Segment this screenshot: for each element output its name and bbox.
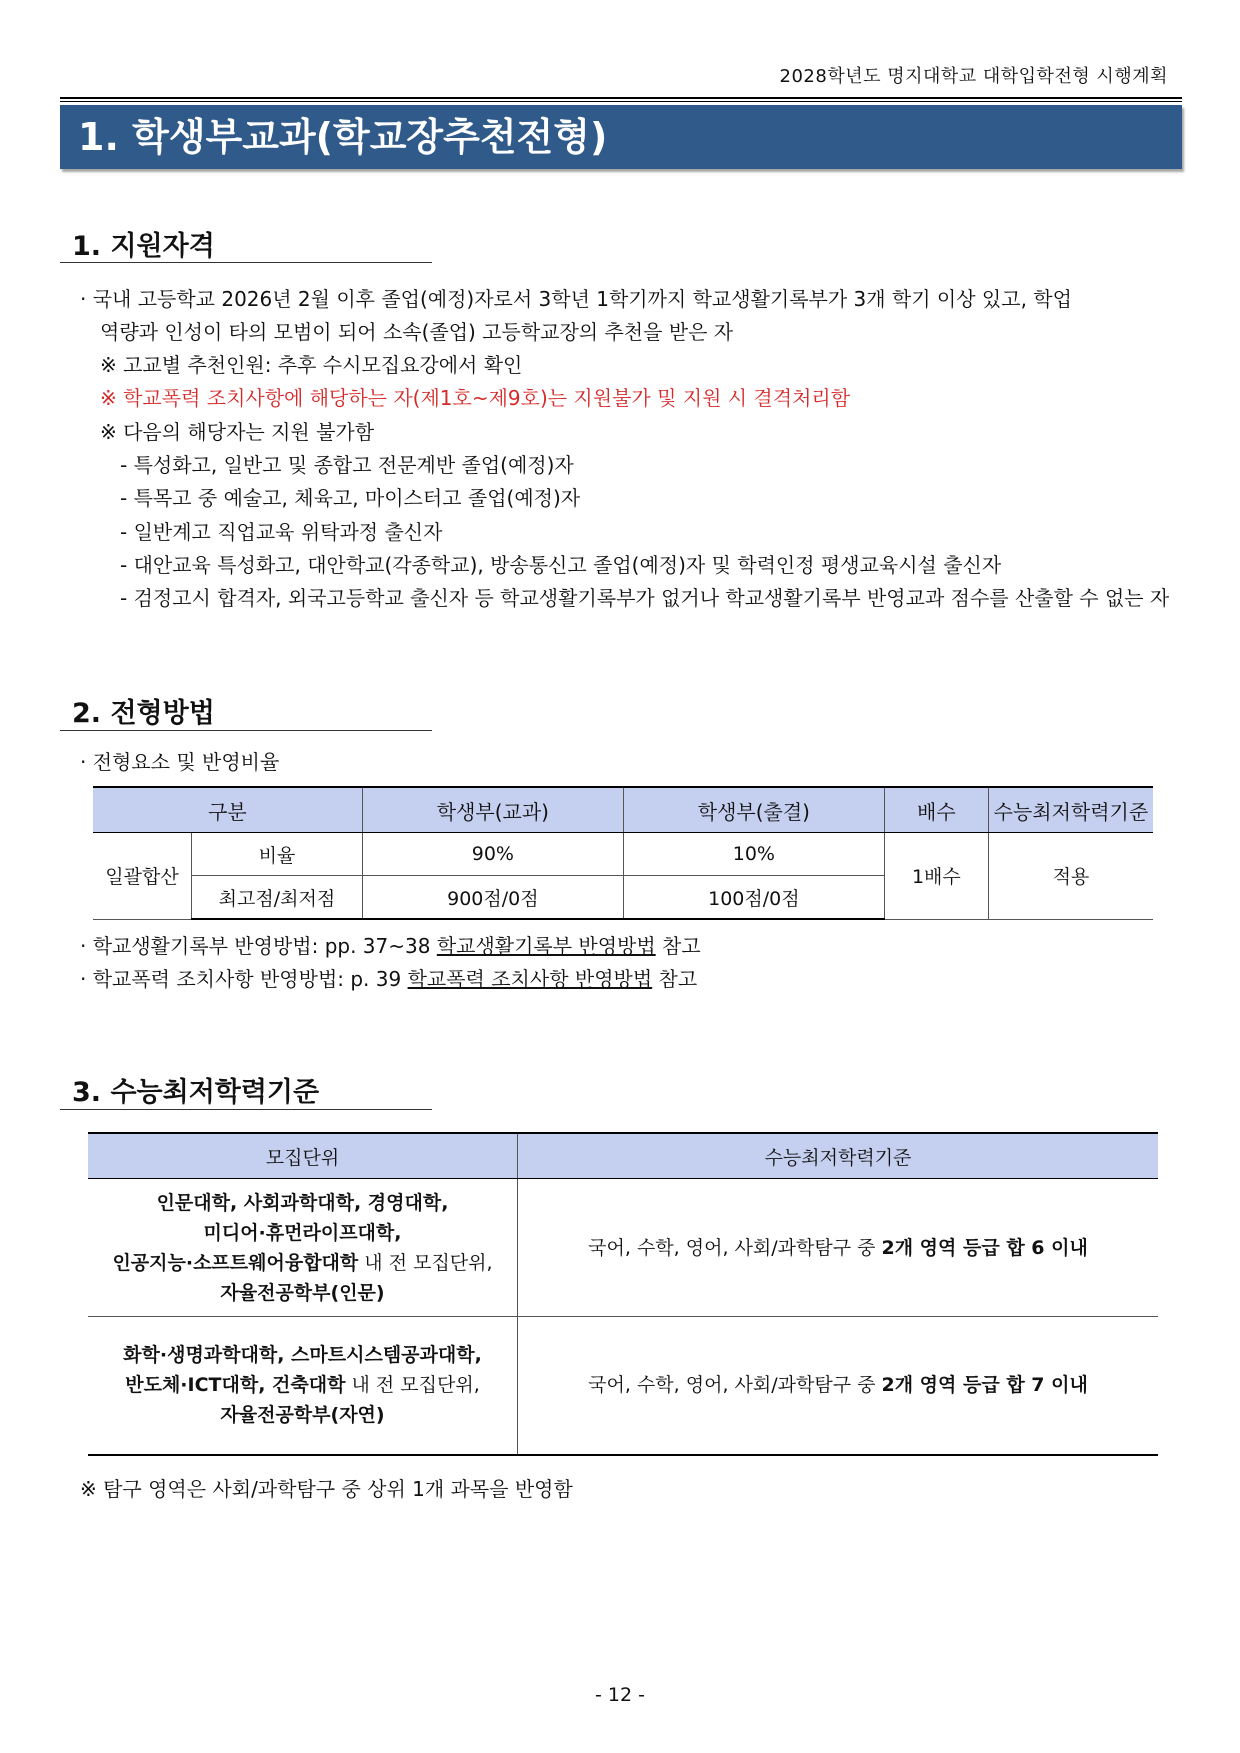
header-rule <box>60 97 1182 99</box>
section-underline <box>60 262 432 263</box>
eligibility-line-1: · 국내 고등학교 2026년 2월 이후 졸업(예정)자로서 3학년 1학기까지 학교생활기록부가 3개 학기 이상 있고, 학업 <box>80 287 1072 311</box>
criteria-cell: 국어, 수학, 영어, 사회/과학탐구 중 2개 영역 등급 합 6 이내 <box>518 1179 1159 1317</box>
reference-link[interactable]: 학교생활기록부 반영방법 <box>436 934 656 958</box>
note-ineligible: ※ 다음의 해당자는 지원 불가함 <box>100 420 375 444</box>
csat-cell: 적용 <box>988 833 1153 920</box>
eligibility-line-2: 역량과 인성이 타의 모범이 되어 소속(졸업) 고등학교장의 추천을 받은 자 <box>100 320 734 344</box>
section-underline <box>60 730 432 731</box>
table-header: 학생부(교과) <box>362 787 623 833</box>
table-header: 배수 <box>884 787 988 833</box>
page-number: - 12 - <box>595 1684 645 1706</box>
reference-school-record: · 학교생활기록부 반영방법: pp. 37~38 학교생활기록부 반영방법 참고 <box>80 934 701 958</box>
unit-cell: 인문대학, 사회과학대학, 경영대학, 미디어·휴먼라이프대학, 인공지능·소프트웨어융합대학 내 전 모집단위, 자율전공학부(인문) <box>88 1179 518 1317</box>
table-header: 모집단위 <box>88 1133 518 1179</box>
section-title-method: 2. 전형방법 <box>72 698 215 729</box>
table-header: 학생부(출결) <box>623 787 884 833</box>
table-header: 구분 <box>93 787 362 833</box>
unit-cell: 화학·생명과학대학, 스마트시스템공과대학, 반도체·ICT대학, 건축대학 내 전 모집단위, 자율전공학부(자연) <box>88 1317 518 1455</box>
ineligible-item: - 대안교육 특성화고, 대안학교(각종학교), 방송통신고 졸업(예정)자 및 학력인정 평생교육시설 출신자 <box>120 553 1002 577</box>
row-label: 비율 <box>192 833 363 876</box>
table-cell: 100점/0점 <box>623 876 884 920</box>
selection-ratio-table <box>93 786 1153 920</box>
csat-criteria-table <box>88 1132 1158 1456</box>
header-rule-thin <box>60 101 1182 102</box>
criteria-cell: 국어, 수학, 영어, 사회/과학탐구 중 2개 영역 등급 합 7 이내 <box>518 1317 1159 1455</box>
ineligible-item: - 일반계고 직업교육 위탁과정 출신자 <box>120 520 443 544</box>
ineligible-item: - 특성화고, 일반고 및 종합고 전문계반 졸업(예정)자 <box>120 453 574 477</box>
ineligible-item: - 특목고 중 예술고, 체육고, 마이스터고 졸업(예정)자 <box>120 486 581 510</box>
reference-school-violence: · 학교폭력 조치사항 반영방법: p. 39 학교폭력 조치사항 반영방법 참고 <box>80 967 698 991</box>
ineligible-item: - 검정고시 합격자, 외국고등학교 출신자 등 학교생활기록부가 없거나 학교생활기록부 반영교과 점수를 산출할 수 없는 자 <box>120 586 1170 610</box>
note-school-violence: ※ 학교폭력 조치사항에 해당하는 자(제1호~제9호)는 지원불가 및 지원 시 결격처리함 <box>100 386 851 410</box>
group-cell: 일괄합산 <box>93 833 192 920</box>
method-intro: · 전형요소 및 반영비율 <box>80 750 280 774</box>
section-title-csat: 3. 수능최저학력기준 <box>72 1077 320 1108</box>
table-cell: 90% <box>362 833 623 876</box>
section-title-eligibility: 1. 지원자격 <box>72 231 215 262</box>
table-header: 수능최저학력기준 <box>518 1133 1159 1179</box>
multiple-cell: 1배수 <box>884 833 988 920</box>
chapter-banner: 1. 학생부교과(학교장추천전형) <box>60 105 1182 169</box>
reference-link[interactable]: 학교폭력 조치사항 반영방법 <box>407 967 653 991</box>
row-label: 최고점/최저점 <box>192 876 363 920</box>
running-header: 2028학년도 명지대학교 대학입학전형 시행계획 <box>779 66 1168 87</box>
table-cell: 10% <box>623 833 884 876</box>
inquiry-footnote: ※ 탐구 영역은 사회/과학탐구 중 상위 1개 과목을 반영함 <box>80 1477 573 1501</box>
note-recommend-quota: ※ 고교별 추천인원: 추후 수시모집요강에서 확인 <box>100 353 523 377</box>
table-cell: 900점/0점 <box>362 876 623 920</box>
table-header: 수능최저학력기준 <box>988 787 1153 833</box>
section-underline <box>60 1109 432 1110</box>
